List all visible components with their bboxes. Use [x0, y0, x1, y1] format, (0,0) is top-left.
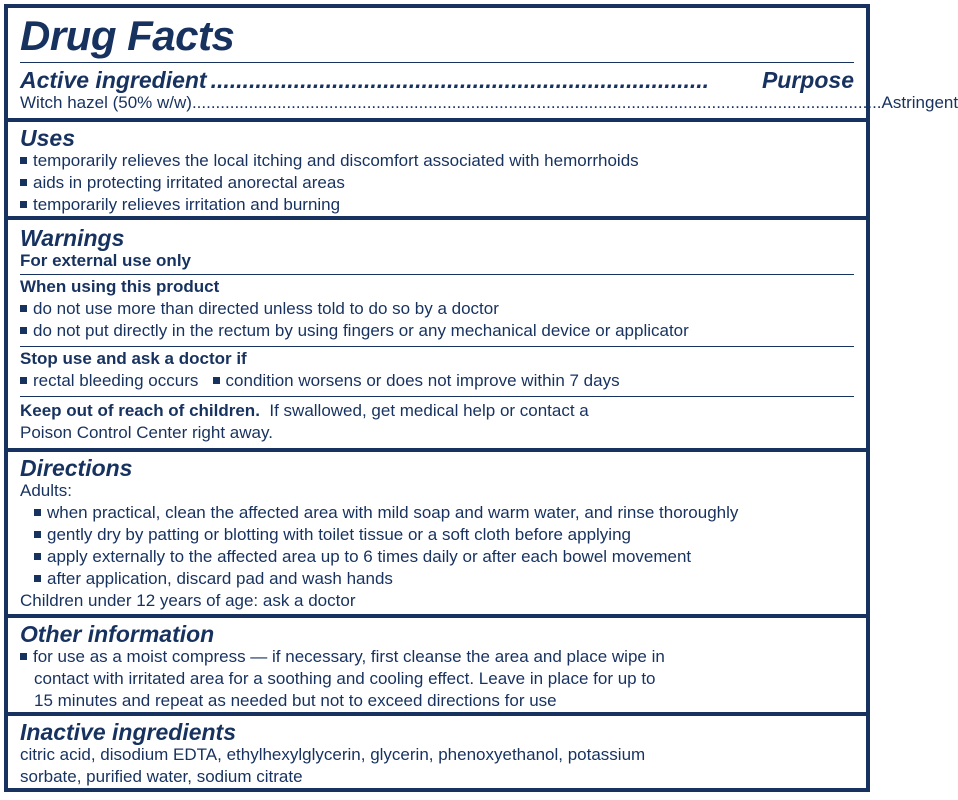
divider: [20, 396, 854, 397]
bullet-icon: [34, 509, 41, 516]
directions-item: when practical, clean the affected area with mild soap and warm water, and rinse thoroughly: [20, 502, 854, 524]
bullet-icon: [20, 179, 27, 186]
ingredient-dot-leader: ..................................................................................................................................................: [191, 93, 882, 112]
bullet-icon: [34, 553, 41, 560]
active-ingredient-header-row: [20, 68, 854, 92]
inactive-ingredients-section: [20, 720, 854, 788]
directions-item: gently dry by patting or blotting with toilet tissue or a soft cloth before applying: [20, 524, 854, 546]
purpose-value: Astringent: [881, 93, 958, 112]
warnings-section: [20, 226, 854, 272]
divider: [20, 274, 854, 275]
drug-facts-panel: [4, 4, 958, 792]
header-dot-leader: ..............................................................................: [210, 67, 710, 93]
uses-item: aids in protecting irritated anorectal areas: [20, 172, 854, 194]
inactive-ingredients-line: citric acid, disodium EDTA, ethylhexylglycerin, glycerin, phenoxyethanol, potassium: [20, 745, 646, 764]
keep-out-text: If swallowed, get medical help or contact a: [269, 401, 589, 420]
active-ingredient-row: [20, 92, 958, 114]
directions-header: Directions: [20, 455, 133, 481]
bullet-icon: [20, 157, 27, 164]
uses-item: temporarily relieves the local itching and discomfort associated with hemorrhoids: [20, 150, 854, 172]
other-information-header: Other information: [20, 621, 215, 647]
other-information-line: 15 minutes and repeat as needed but not to exceed directions for use: [34, 691, 557, 710]
external-use-text: For external use only: [20, 251, 191, 270]
section-divider: [8, 216, 866, 220]
divider: [20, 346, 854, 347]
when-using-item: do not use more than directed unless told to do so by a doctor: [20, 298, 854, 320]
active-ingredient-name: Witch hazel (50% w/w): [20, 93, 192, 112]
stop-use-items: rectal bleeding occurs condition worsens or does not improve within 7 days: [20, 370, 854, 392]
active-ingredient-section: [20, 67, 958, 114]
other-information-section: [20, 622, 854, 712]
bullet-icon: [20, 377, 27, 384]
inactive-ingredients-line: sorbate, purified water, sodium citrate: [20, 767, 303, 786]
purpose-header: Purpose: [761, 67, 854, 93]
inactive-ingredients-header: Inactive ingredients: [20, 719, 237, 745]
bullet-icon: [20, 653, 27, 660]
drug-facts-title: Drug Facts: [20, 12, 235, 59]
section-divider: [8, 712, 866, 716]
bullet-icon: [20, 201, 27, 208]
uses-section: [20, 126, 854, 216]
when-using-section: [20, 276, 854, 342]
section-divider: [8, 614, 866, 618]
section-divider: [8, 448, 866, 452]
stop-use-header: Stop use and ask a doctor if: [20, 349, 247, 368]
section-divider: [8, 118, 866, 122]
bullet-icon: [20, 305, 27, 312]
when-using-item: do not put directly in the rectum by using fingers or any mechanical device or applicator: [20, 320, 854, 342]
other-information-line: contact with irritated area for a soothing and cooling effect. Leave in place for up to: [34, 669, 656, 688]
directions-item: apply externally to the affected area up to 6 times daily or after each bowel movement: [20, 546, 854, 568]
uses-header: Uses: [20, 125, 75, 151]
when-using-header: When using this product: [20, 277, 220, 296]
keep-out-text-2: Poison Control Center right away.: [20, 423, 273, 442]
active-ingredient-header: Active ingredient: [20, 67, 207, 93]
directions-section: [20, 456, 854, 612]
stop-use-section: [20, 348, 854, 392]
children-text: Children under 12 years of age: ask a doctor: [20, 591, 356, 610]
bullet-icon: [213, 377, 220, 384]
keep-out-heading: Keep out of reach of children.: [20, 401, 260, 420]
divider: [20, 62, 854, 63]
bullet-icon: [20, 327, 27, 334]
adults-label: Adults:: [20, 481, 72, 500]
bullet-icon: [34, 575, 41, 582]
bullet-icon: [34, 531, 41, 538]
directions-item: after application, discard pad and wash hands: [20, 568, 854, 590]
warnings-header: Warnings: [20, 225, 125, 251]
other-information-line: for use as a moist compress — if necessary, first cleanse the area and place wipe in: [20, 646, 854, 668]
keep-out-section: [20, 400, 854, 444]
uses-item: temporarily relieves irritation and burning: [20, 194, 854, 216]
